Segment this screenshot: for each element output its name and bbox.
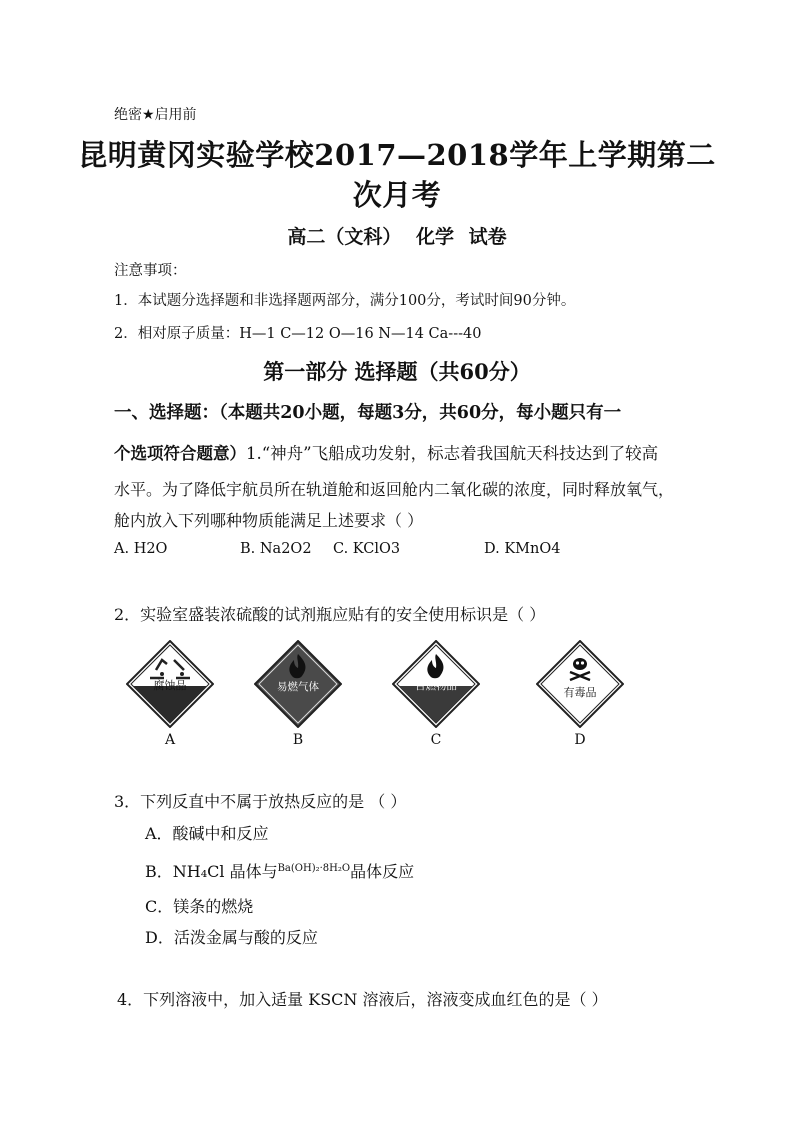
sign-c-label: 自燃物品 bbox=[415, 680, 457, 692]
q1-option-b: B. Na2O2 bbox=[240, 541, 312, 557]
q3-option-b-prefix: B．NH₄Cl 晶体与 bbox=[145, 862, 278, 881]
section-intro-line2: 个选项符合题意） bbox=[114, 444, 246, 463]
question-1-line3: 舱内放入下列哪种物质能满足上述要求（ ） bbox=[114, 511, 424, 530]
sign-d-label: 有毒品 bbox=[563, 686, 597, 699]
flammable-gas-sign-icon bbox=[254, 640, 342, 728]
spontaneous-combustion-sign-icon bbox=[392, 640, 480, 728]
notes-heading: 注意事项： bbox=[114, 263, 187, 279]
sign-b-letter: B bbox=[292, 732, 304, 748]
q3-option-b bbox=[145, 859, 414, 882]
q3-option-c: C．镁条的燃烧 bbox=[145, 897, 254, 916]
exam-title-line2: 次月考 bbox=[352, 178, 442, 212]
question-3: 3．下列反直中不属于放热反应的是 （ ） bbox=[114, 792, 407, 811]
question-1-text-a: 1.“神舟”飞船成功发射，标志着我国航天科技达到了较高 bbox=[246, 444, 659, 463]
toxic-sign-icon bbox=[536, 640, 624, 728]
corrosive-sign-icon bbox=[126, 640, 214, 728]
q3-option-d: D．活泼金属与酸的反应 bbox=[145, 928, 318, 947]
question-1-line2: 水平。为了降低宇航员所在轨道舱和返回舱内二氧化碳的浓度，同时释放氧气， bbox=[114, 480, 675, 499]
q3-option-b-formula: Ba(OH)₂·8H₂O bbox=[277, 863, 351, 874]
notes-item-1: 1．本试题分选择题和非选择题两部分，满分100分，考试时间90分钟。 bbox=[114, 293, 576, 309]
sign-b-label: 易燃气体 bbox=[277, 681, 319, 693]
question-1-line1 bbox=[114, 440, 658, 464]
sign-d-letter: D bbox=[574, 732, 586, 748]
part1-title: 第一部分 选择题（共60分） bbox=[263, 359, 531, 384]
q3-option-a: A．酸碱中和反应 bbox=[145, 824, 269, 843]
sign-a-label: 腐蚀品 bbox=[153, 679, 187, 692]
q1-option-d: D. KMnO4 bbox=[484, 541, 561, 557]
secret-mark: 绝密★启用前 bbox=[114, 107, 197, 123]
question-2: 2．实验室盛装浓硫酸的试剂瓶应贴有的安全使用标识是（ ） bbox=[114, 605, 546, 624]
sign-a-letter: A bbox=[164, 732, 176, 748]
notes-item-2: 2．相对原子质量：H—1 C—12 O—16 N—14 Ca---40 bbox=[114, 326, 482, 342]
q1-option-a: A. H2O bbox=[114, 541, 168, 557]
q1-option-c: C. KClO3 bbox=[333, 541, 401, 557]
sign-c-letter: C bbox=[430, 732, 442, 748]
section-intro-line1: 一、选择题：（本题共20小题，每题3分，共60分，每小题只有一 bbox=[114, 403, 622, 423]
exam-title-line1: 昆明黄冈实验学校2017—2018学年上学期第二 bbox=[78, 138, 716, 172]
exam-subtitle: 高二（文科） 化学 试卷 bbox=[287, 226, 507, 248]
q3-option-b-suffix: 晶体反应 bbox=[350, 862, 415, 881]
question-4: 4．下列溶液中，加入适量 KSCN 溶液后，溶液变成血红色的是（ ） bbox=[117, 990, 608, 1009]
